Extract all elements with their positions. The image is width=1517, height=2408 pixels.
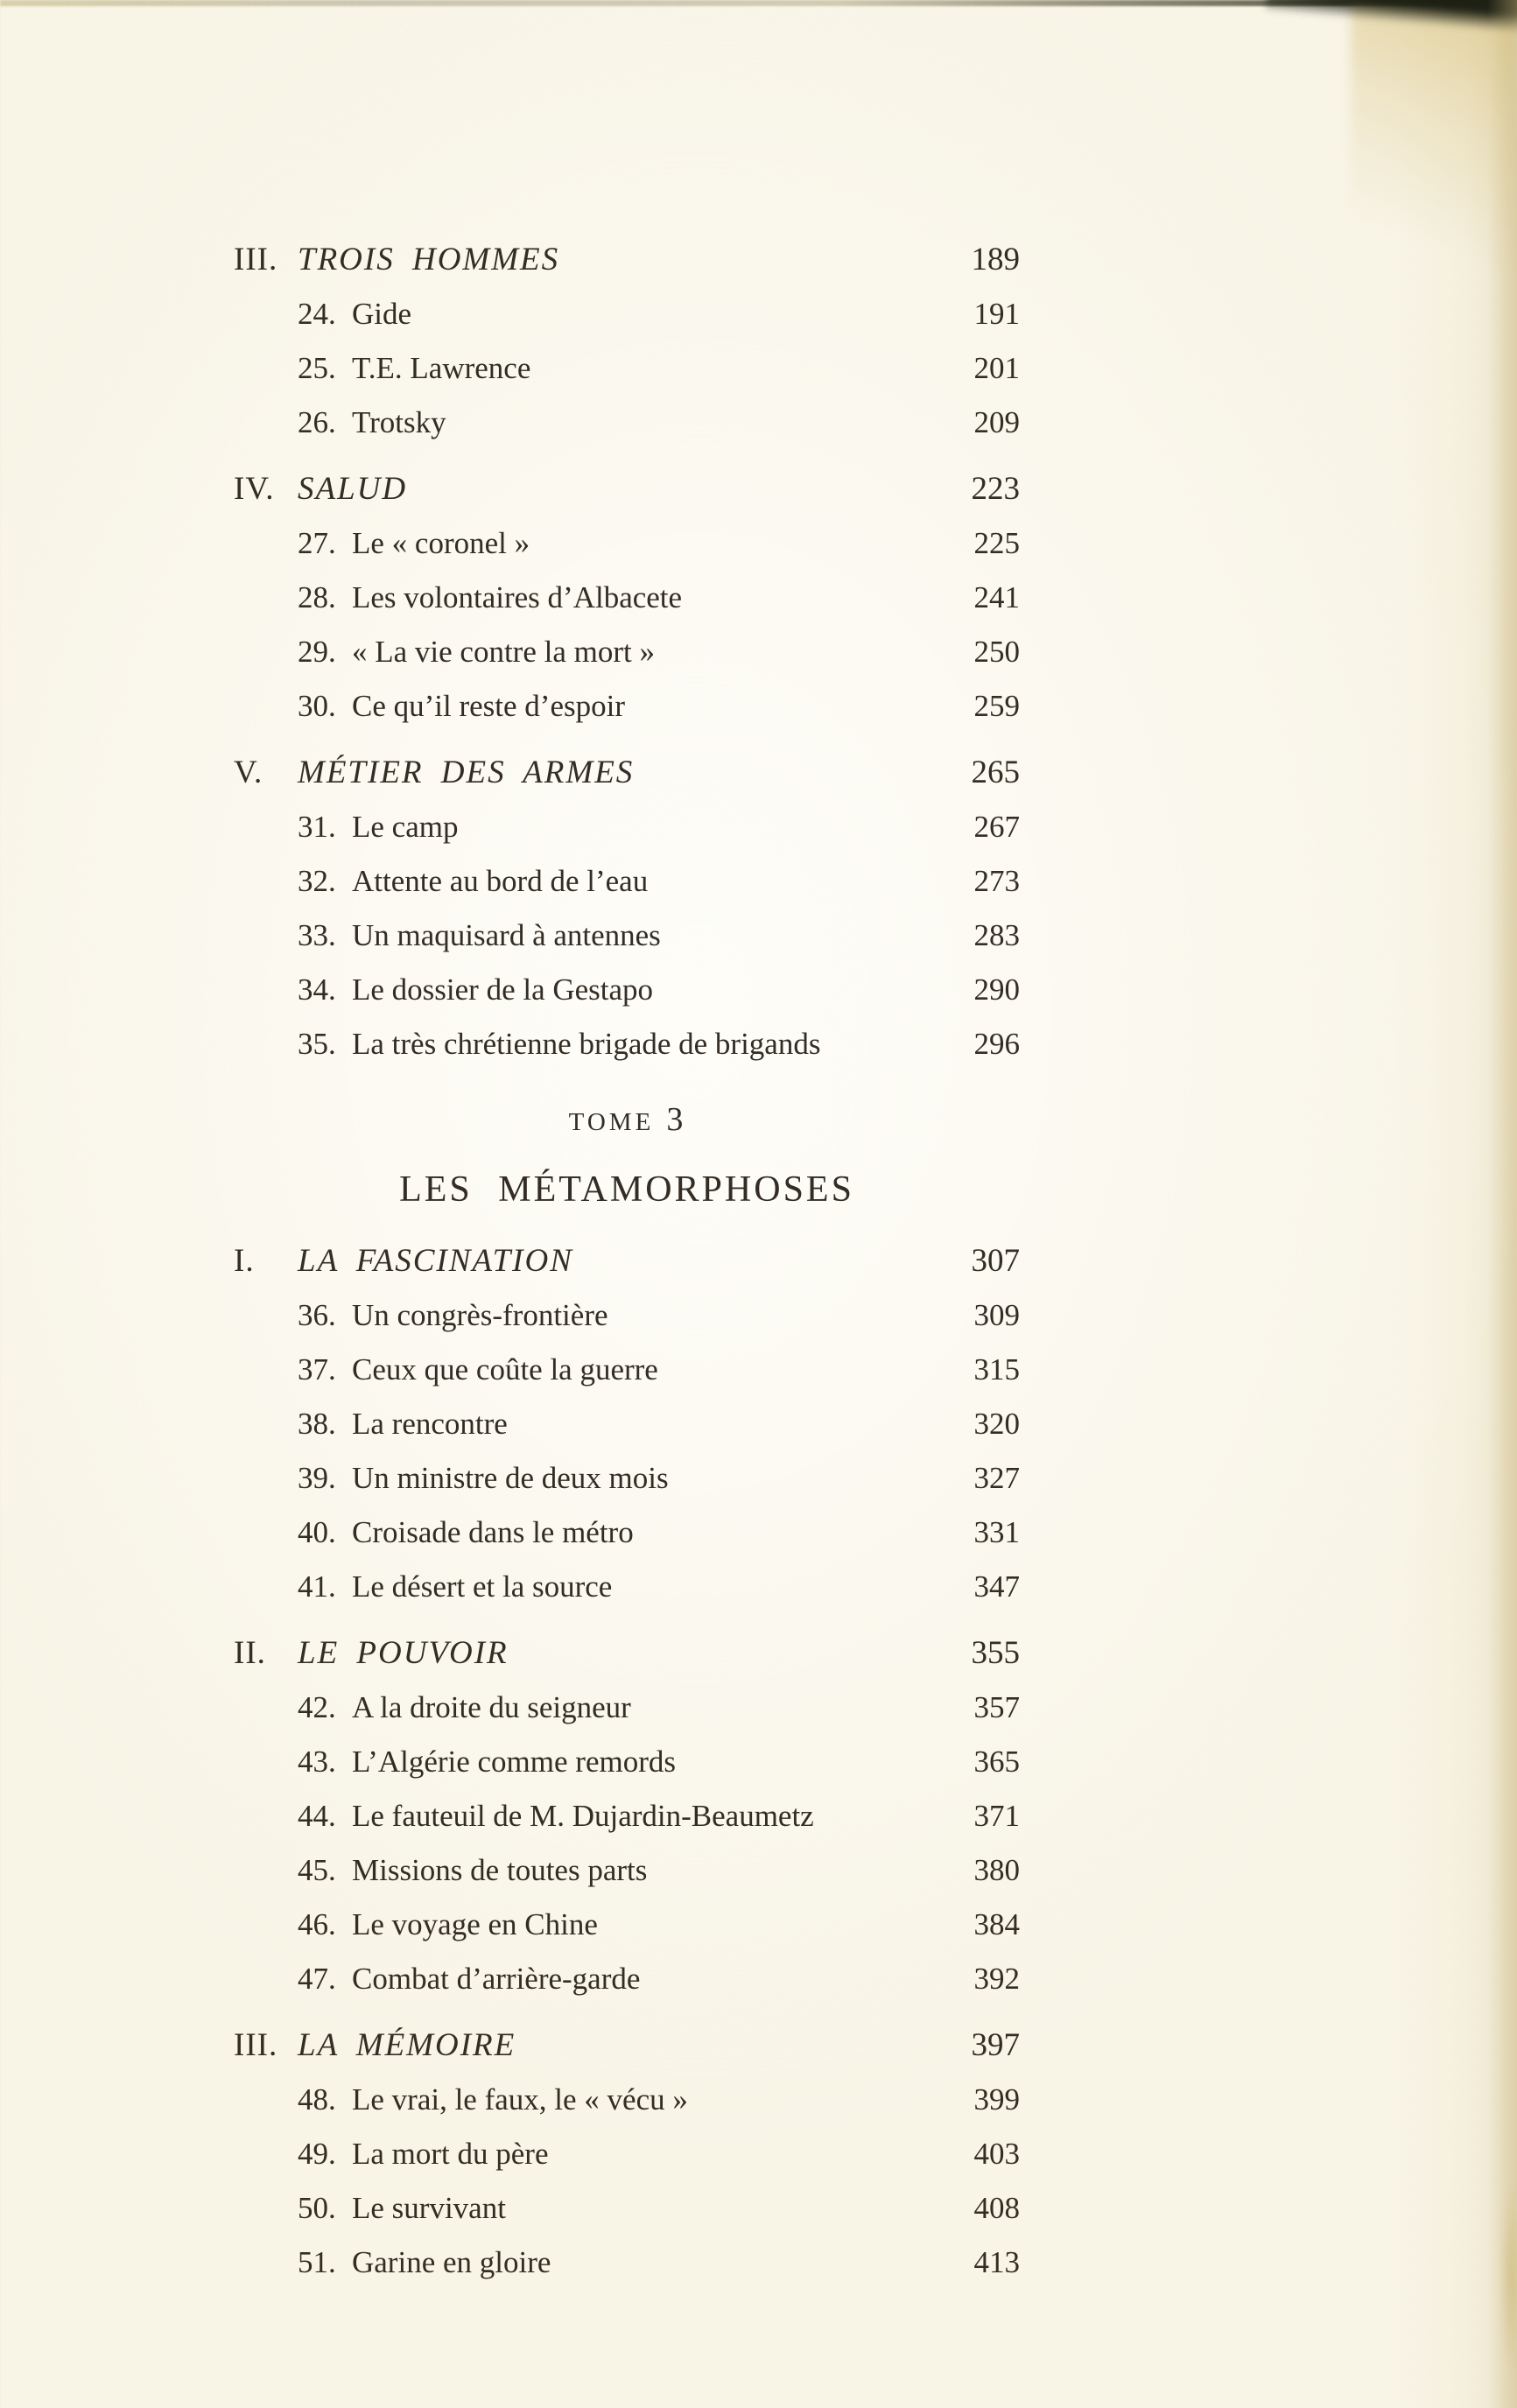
entry-title: Garine en gloire xyxy=(352,2245,551,2279)
toc-entry xyxy=(234,1506,1020,1560)
page-right-edge-shading xyxy=(1487,0,1517,2408)
toc-entry xyxy=(234,1789,1020,1843)
toc-entry xyxy=(234,1681,1020,1735)
entry-page-number: 225 xyxy=(973,526,1020,560)
entry-page-number: 399 xyxy=(973,2082,1020,2117)
toc-entry xyxy=(234,800,1020,854)
entry-title: Attente au bord de l’eau xyxy=(352,864,649,898)
entry-page-number: 403 xyxy=(973,2137,1020,2171)
entry-page-number: 371 xyxy=(973,1799,1020,1833)
entry-page-number: 315 xyxy=(973,1352,1020,1387)
entry-number: 45. xyxy=(298,1853,336,1887)
entry-number: 35. xyxy=(298,1027,336,1061)
toc-entry xyxy=(234,854,1020,909)
section-numeral: V. xyxy=(234,755,263,790)
toc-section-heading xyxy=(234,2018,1020,2073)
entry-number: 43. xyxy=(298,1745,336,1779)
entry-title: Les volontaires d’Albacete xyxy=(352,580,683,614)
entry-number: 42. xyxy=(298,1690,336,1724)
entry-page-number: 250 xyxy=(973,635,1020,669)
page-bottom-edge-shading xyxy=(1499,2180,1517,2373)
entry-page-number: 296 xyxy=(973,1027,1020,1061)
section-page-number: 397 xyxy=(971,2027,1020,2063)
entry-number: 36. xyxy=(298,1298,336,1332)
entry-number: 48. xyxy=(298,2082,336,2117)
entry-number: 41. xyxy=(298,1569,336,1604)
toc-entry xyxy=(234,1843,1020,1898)
toc-entry xyxy=(234,341,1020,396)
entry-title: Le survivant xyxy=(352,2191,506,2225)
toc-entry xyxy=(234,1952,1020,2006)
entry-title: Un maquisard à antennes xyxy=(352,918,661,952)
entry-number: 51. xyxy=(298,2245,336,2279)
entry-number: 31. xyxy=(298,810,336,844)
entry-title: Le « coronel » xyxy=(352,526,530,560)
entry-title: L’Algérie comme remords xyxy=(352,1745,676,1779)
toc-section-heading xyxy=(234,1234,1020,1288)
toc-section-heading xyxy=(234,462,1020,516)
entry-page-number: 392 xyxy=(973,1962,1020,1996)
entry-page-number: 290 xyxy=(973,972,1020,1007)
entry-number: 30. xyxy=(298,689,336,723)
toc-entry xyxy=(234,2127,1020,2181)
entry-title: Un congrès-frontière xyxy=(352,1298,608,1332)
volume-title: LES MÉTAMORPHOSES xyxy=(399,1169,854,1210)
entry-title: La très chrétienne brigade de brigands xyxy=(352,1027,821,1061)
entry-number: 44. xyxy=(298,1799,336,1833)
toc-entry xyxy=(234,1397,1020,1451)
entry-page-number: 408 xyxy=(973,2191,1020,2225)
tome-kicker-line xyxy=(234,1089,1020,1157)
entry-page-number: 320 xyxy=(973,1407,1020,1441)
entry-title: Le dossier de la Gestapo xyxy=(352,972,654,1007)
section-page-number: 223 xyxy=(971,471,1020,507)
entry-number: 33. xyxy=(298,918,336,952)
entry-title: T.E. Lawrence xyxy=(352,351,531,385)
entry-page-number: 267 xyxy=(973,810,1020,844)
toc-entry xyxy=(234,2073,1020,2127)
toc-entry xyxy=(234,963,1020,1017)
entry-page-number: 327 xyxy=(973,1461,1020,1495)
entry-page-number: 413 xyxy=(973,2245,1020,2279)
entry-page-number: 201 xyxy=(973,351,1020,385)
toc-section-heading xyxy=(234,233,1020,287)
section-page-number: 265 xyxy=(971,755,1020,790)
entry-number: 50. xyxy=(298,2191,336,2225)
section-page-number: 355 xyxy=(971,1635,1020,1671)
entry-number: 37. xyxy=(298,1352,336,1387)
section-title: LA MÉMOIRE xyxy=(298,2027,516,2063)
entry-page-number: 259 xyxy=(973,689,1020,723)
toc-section-heading xyxy=(234,1626,1020,1681)
entry-title: Le voyage en Chine xyxy=(352,1907,598,1941)
entry-number: 34. xyxy=(298,972,336,1007)
toc-entry xyxy=(234,625,1020,679)
entry-page-number: 380 xyxy=(973,1853,1020,1887)
entry-number: 47. xyxy=(298,1962,336,1996)
toc-entry xyxy=(234,516,1020,571)
entry-page-number: 283 xyxy=(973,918,1020,952)
toc-entry xyxy=(234,909,1020,963)
entry-number: 26. xyxy=(298,405,336,439)
entry-number: 38. xyxy=(298,1407,336,1441)
entry-title: Gide xyxy=(352,297,412,331)
section-title: LE POUVOIR xyxy=(298,1635,509,1671)
entry-page-number: 384 xyxy=(973,1907,1020,1941)
entry-page-number: 357 xyxy=(973,1690,1020,1724)
entry-number: 25. xyxy=(298,351,336,385)
section-title: LA FASCINATION xyxy=(298,1243,573,1279)
entry-page-number: 209 xyxy=(973,405,1020,439)
toc-entry xyxy=(234,1560,1020,1614)
toc-section xyxy=(234,746,1020,1071)
entry-title: Le camp xyxy=(352,810,459,844)
toc-entry xyxy=(234,1735,1020,1789)
entry-title: Missions de toutes parts xyxy=(352,1853,648,1887)
entry-page-number: 365 xyxy=(973,1745,1020,1779)
section-title: TROIS HOMMES xyxy=(298,242,560,277)
entry-number: 28. xyxy=(298,580,336,614)
entry-title: La mort du père xyxy=(352,2137,549,2171)
entry-title: A la droite du seigneur xyxy=(352,1690,631,1724)
entry-page-number: 331 xyxy=(973,1515,1020,1549)
entry-page-number: 347 xyxy=(973,1569,1020,1604)
toc-entry xyxy=(234,679,1020,734)
toc-entry xyxy=(234,571,1020,625)
tome-number: 3 xyxy=(666,1101,685,1138)
entry-number: 39. xyxy=(298,1461,336,1495)
section-numeral: II. xyxy=(234,1635,266,1671)
entry-title: Le vrai, le faux, le « vécu » xyxy=(352,2082,688,2117)
entry-title: Combat d’arrière-garde xyxy=(352,1962,641,1996)
toc-entry xyxy=(234,396,1020,450)
entry-title: Ce qu’il reste d’espoir xyxy=(352,689,625,723)
section-page-number: 307 xyxy=(971,1243,1020,1279)
entry-number: 27. xyxy=(298,526,336,560)
section-numeral: III. xyxy=(234,242,278,277)
entry-number: 29. xyxy=(298,635,336,669)
toc-entry xyxy=(234,1898,1020,1952)
entry-page-number: 309 xyxy=(973,1298,1020,1332)
entry-title: La rencontre xyxy=(352,1407,508,1441)
section-title: SALUD xyxy=(298,471,408,507)
section-numeral: I. xyxy=(234,1243,255,1279)
entry-page-number: 191 xyxy=(973,297,1020,331)
entry-page-number: 241 xyxy=(973,580,1020,614)
entry-title: « La vie contre la mort » xyxy=(352,635,655,669)
toc-entry xyxy=(234,287,1020,341)
entry-title: Un ministre de deux mois xyxy=(352,1461,669,1495)
entry-title: Le fauteuil de M. Dujardin-Beaumetz xyxy=(352,1799,814,1833)
entry-number: 46. xyxy=(298,1907,336,1941)
toc-entry xyxy=(234,1343,1020,1397)
toc-entry xyxy=(234,1451,1020,1506)
entry-number: 49. xyxy=(298,2137,336,2171)
entry-title: Croisade dans le métro xyxy=(352,1515,634,1549)
section-numeral: III. xyxy=(234,2027,278,2063)
section-page-number: 189 xyxy=(971,242,1020,277)
toc-section xyxy=(234,1234,1020,1614)
toc-section xyxy=(234,1626,1020,2006)
entry-title: Trotsky xyxy=(352,405,446,439)
section-title: MÉTIER DES ARMES xyxy=(298,755,635,790)
entry-page-number: 273 xyxy=(973,864,1020,898)
table-of-contents xyxy=(234,221,1020,2290)
tome-heading xyxy=(234,1089,1020,1222)
toc-entry xyxy=(234,1017,1020,1071)
entry-number: 40. xyxy=(298,1515,336,1549)
entry-number: 32. xyxy=(298,864,336,898)
toc-entry xyxy=(234,2236,1020,2290)
toc-section xyxy=(234,2018,1020,2290)
toc-section xyxy=(234,462,1020,734)
tome-label: TOME xyxy=(568,1108,655,1136)
entry-title: Le désert et la source xyxy=(352,1569,613,1604)
entry-number: 24. xyxy=(298,297,336,331)
entry-title: Ceux que coûte la guerre xyxy=(352,1352,658,1387)
toc-section xyxy=(234,233,1020,450)
toc-section-heading xyxy=(234,746,1020,800)
section-numeral: IV. xyxy=(234,471,275,507)
toc-entry xyxy=(234,2181,1020,2236)
toc-entry xyxy=(234,1288,1020,1343)
